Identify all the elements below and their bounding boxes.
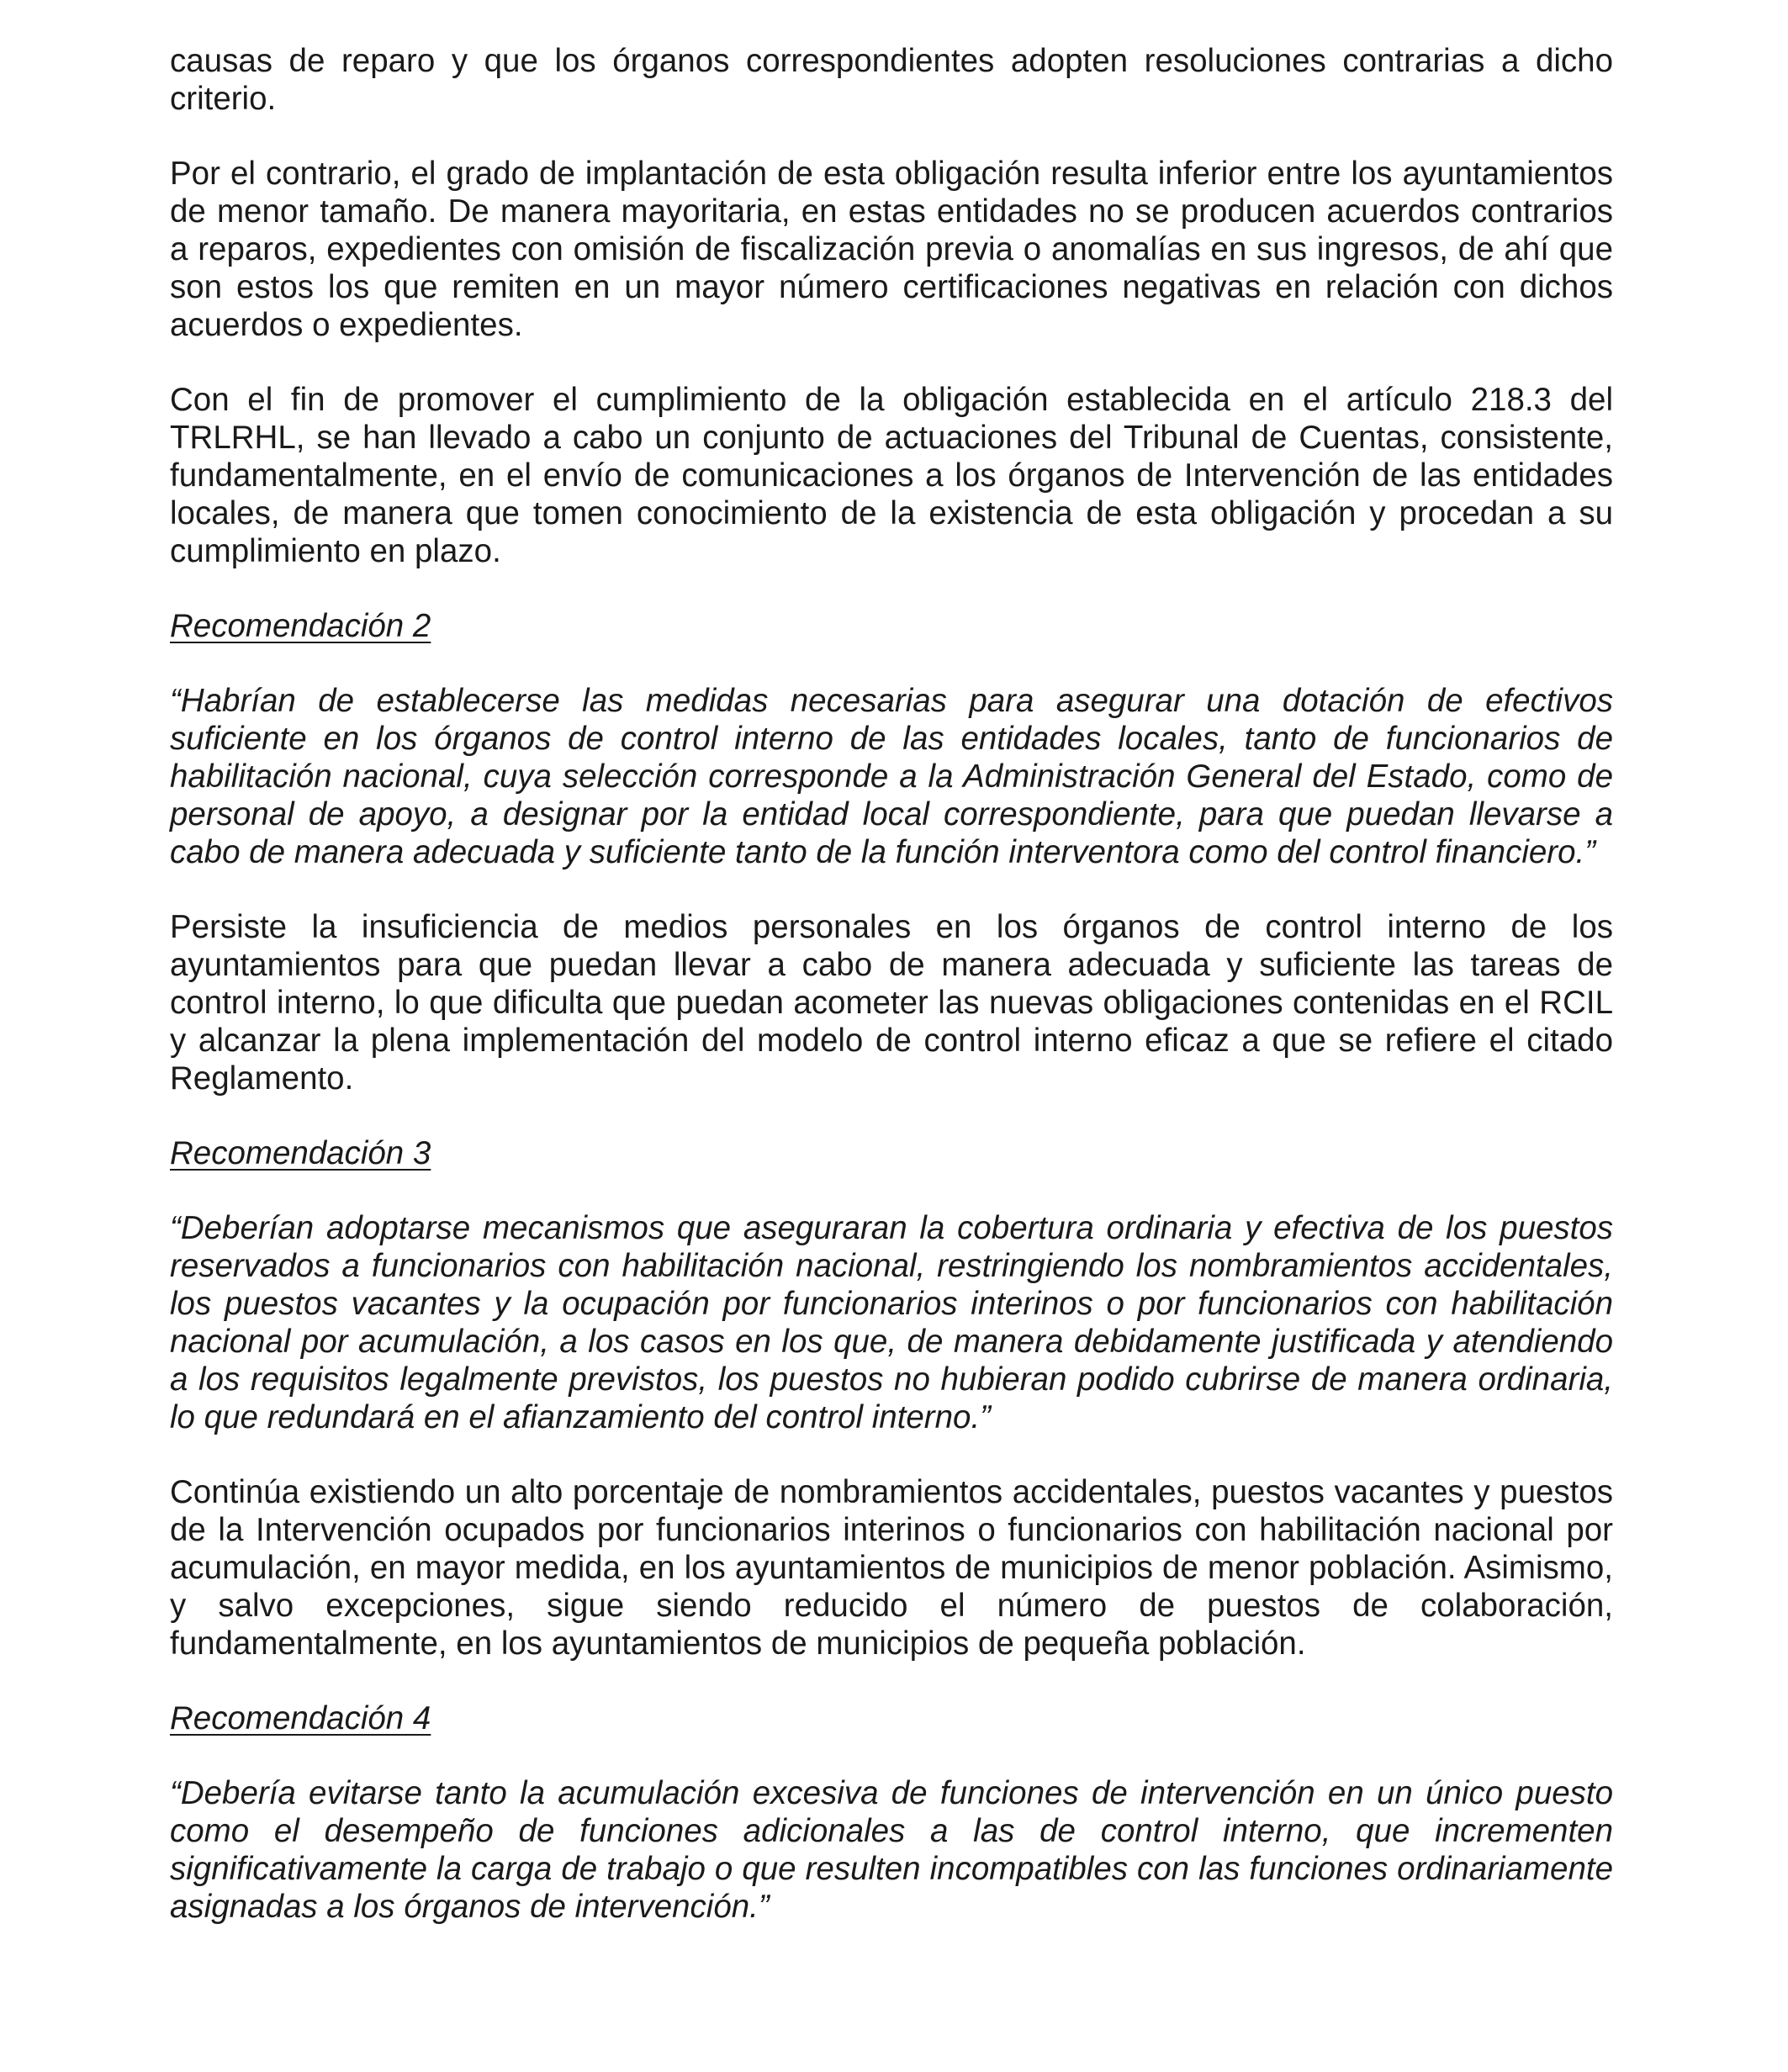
quote-recomendacion-3: “Deberían adoptarse mecanismos que aseguraran la cobertura ordinaria y efectiva de los puestos reservados a funcionarios con habilitación nacional, restringiendo los nombramientos accidentales, los puestos vacantes y la ocupación por funcionarios interinos o por funcionarios con habilitación nacional por acumulación, a los casos en los que, de manera debidamente justificada y atendiendo a los requisitos legalmente previstos, los puestos no hubieran podido cubrirse de manera ordinaria, lo que redundará en el afianzamiento del control interno.” — [170, 1210, 1613, 1435]
heading-recomendacion-2: Recomendación 2 — [170, 608, 431, 644]
paragraph-ayuntamientos-menor-tamano: Por el contrario, el grado de implantación de esta obligación resulta inferior entre los ayuntamientos de menor tamaño. De manera mayoritaria, en estas entidades no se producen acuerdos contrarios a reparos, expedientes con omisión de fiscalización previa o anomalías en sus ingresos, de ahí que son estos los que remiten en un mayor número certificaciones negativas en relación con dichos acuerdos o expedientes. — [170, 156, 1613, 343]
paragraph-insuficiencia-medios: Persiste la insuficiencia de medios personales en los órganos de control interno de los ayuntamientos para que puedan llevar a cabo de manera adecuada y suficiente las tareas de control interno, lo que dificulta que puedan acometer las nuevas obligaciones contenidas en el RCIL y alcanzar la plena implementación del modelo de control interno eficaz a que se refiere el citado Reglamento. — [170, 909, 1613, 1097]
paragraph-nombramientos-accidentales: Continúa existiendo un alto porcentaje de nombramientos accidentales, puestos vacantes y puestos de la Intervención ocupados por funcionarios interinos o funcionarios con habilitación nacional por acumulación, en mayor medida, en los ayuntamientos de municipios de menor población. Asimismo, y salvo excepciones, sigue siendo reducido el número de puestos de colaboración, fundamentalmente, en los ayuntamientos de municipios de pequeña población. — [170, 1474, 1613, 1662]
heading-recomendacion-4: Recomendación 4 — [170, 1700, 431, 1736]
quote-recomendacion-4: “Debería evitarse tanto la acumulación excesiva de funciones de intervención en un único puesto como el desempeño de funciones adicionales a las de control interno, que incrementen significativamente la carga de trabajo o que resulten incompatibles con las funciones ordinariamente asignadas a los órganos de intervención.” — [170, 1775, 1613, 1925]
paragraph-reparo-criterio: causas de reparo y que los órganos correspondientes adopten resoluciones contrarias a dicho criterio. — [170, 43, 1613, 117]
document-page — [170, 42, 1613, 1963]
quote-recomendacion-2: “Habrían de establecerse las medidas necesarias para asegurar una dotación de efectivos suficiente en los órganos de control interno de las entidades locales, tanto de funcionarios de habilitación nacional, cuya selección corresponde a la Administración General del Estado, como de personal de apoyo, a designar por la entidad local correspondiente, para que puedan llevarse a cabo de manera adecuada y suficiente tanto de la función interventora como del control financiero.” — [170, 683, 1613, 870]
paragraph-actuaciones-tribunal: Con el fin de promover el cumplimiento de la obligación establecida en el artículo 218.3 del TRLRHL, se han llevado a cabo un conjunto de actuaciones del Tribunal de Cuentas, consistente, fundamentalmente, en el envío de comunicaciones a los órganos de Intervención de las entidades locales, de manera que tomen conocimiento de la existencia de esta obligación y procedan a su cumplimiento en plazo. — [170, 382, 1613, 569]
heading-recomendacion-3: Recomendación 3 — [170, 1135, 431, 1171]
